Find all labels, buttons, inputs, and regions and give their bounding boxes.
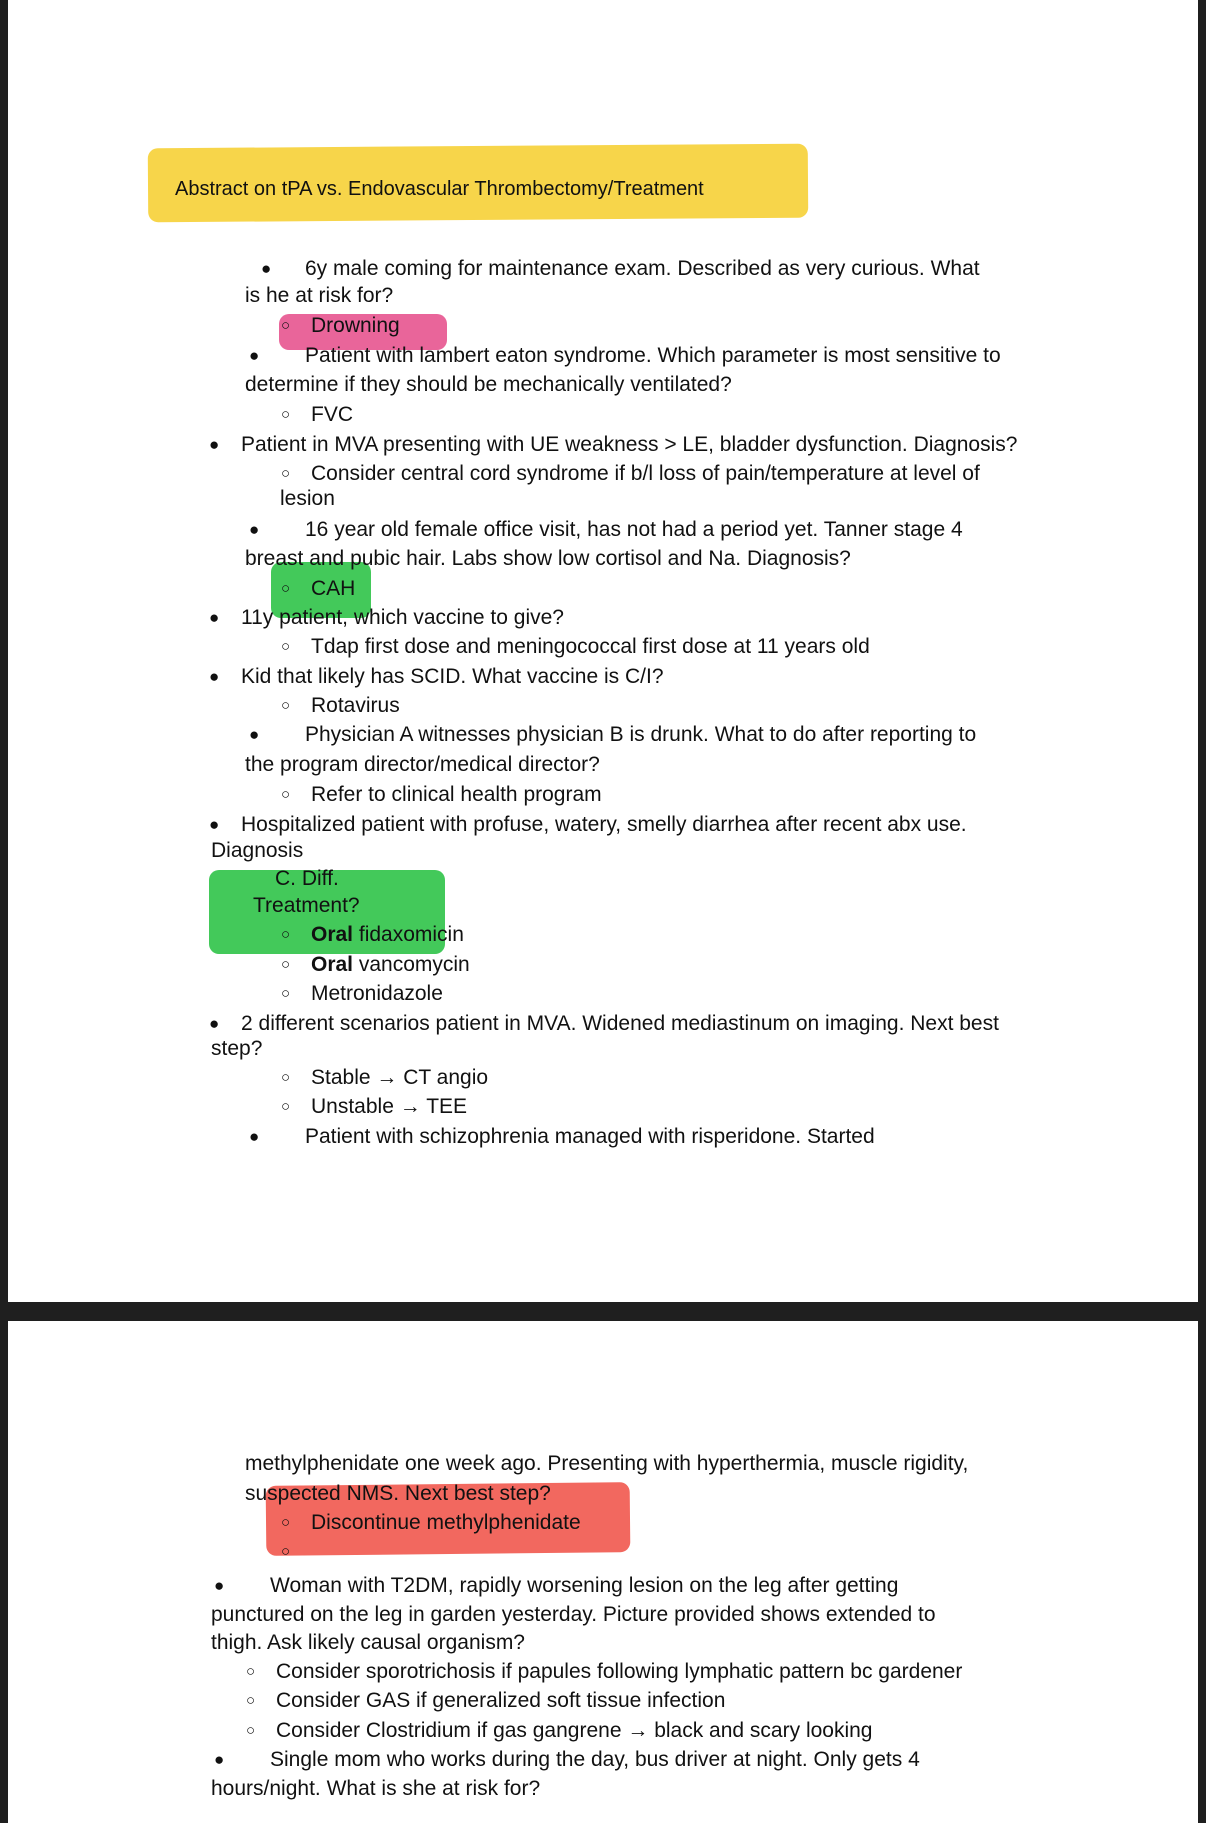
answer-9b	[311, 1094, 467, 1120]
bullet: ●	[209, 667, 220, 686]
sub-bullet: ○	[281, 1069, 291, 1086]
question-8-cont: Diagnosis	[211, 839, 304, 862]
bullet: ●	[209, 608, 220, 627]
sub-bullet-empty: ○	[281, 1543, 291, 1560]
answer-8-cont: Treatment?	[253, 894, 360, 917]
sub-bullet: ○	[246, 1692, 256, 1709]
bullet: ●	[249, 346, 260, 365]
sub-bullet: ○	[281, 1098, 291, 1115]
sub-bullet: ○	[281, 465, 291, 482]
answer-4: CAH	[311, 577, 356, 600]
sub-bullet: ○	[281, 786, 291, 803]
answer-11a: Consider sporotrichosis if papules following lymphatic pattern bc gardener	[276, 1660, 963, 1683]
answer-7: Refer to clinical health program	[311, 783, 602, 806]
question-6: Kid that likely has SCID. What vaccine is C/I?	[241, 665, 664, 688]
question-9-cont: step?	[211, 1037, 263, 1060]
treatment-1	[311, 922, 464, 948]
question-10-cont: methylphenidate one week ago. Presenting with hyperthermia, muscle rigidity,	[245, 1452, 969, 1475]
arrow: →	[399, 1095, 421, 1118]
answer-11c-right: black and scary looking	[654, 1719, 873, 1742]
treatment-3: Metronidazole	[311, 982, 443, 1005]
arrow: →	[376, 1066, 398, 1089]
question-8: Hospitalized patient with profuse, watery, smelly diarrhea after recent abx use.	[241, 813, 967, 836]
answer-3: Consider central cord syndrome if b/l loss of pain/temperature at level of	[311, 462, 980, 485]
answer-9a	[311, 1065, 488, 1091]
sub-bullet: ○	[281, 406, 291, 423]
answer-11b: Consider GAS if generalized soft tissue infection	[276, 1689, 726, 1712]
sub-bullet: ○	[281, 697, 291, 714]
bullet: ●	[249, 725, 260, 744]
treatment-1-rest: fidaxomicin	[353, 923, 464, 946]
answer-9b-left: Unstable	[311, 1095, 394, 1118]
question-11-cont-2: thigh. Ask likely causal organism?	[211, 1631, 525, 1654]
page-2	[8, 1321, 1198, 1823]
doc-title: Abstract on tPA vs. Endovascular Thrombectomy/Treatment	[175, 178, 704, 200]
treatment-2	[311, 952, 470, 978]
sub-bullet: ○	[246, 1722, 256, 1739]
answer-9b-right: TEE	[426, 1095, 468, 1118]
sub-bullet: ○	[281, 638, 291, 655]
question-1-cont: is he at risk for?	[245, 284, 394, 307]
bullet: ●	[214, 1576, 225, 1595]
bullet: ●	[209, 435, 220, 454]
answer-11c-left: Consider Clostridium if gas gangrene	[276, 1719, 622, 1742]
question-4-cont: breast and pubic hair. Labs show low cortisol and Na. Diagnosis?	[245, 547, 851, 570]
bullet: ●	[209, 1014, 220, 1033]
bullet: ●	[261, 259, 272, 278]
question-12: Single mom who works during the day, bus driver at night. Only gets 4	[270, 1748, 920, 1771]
question-7-cont: the program director/medical director?	[245, 753, 600, 776]
question-1: 6y male coming for maintenance exam. Described as very curious. What	[305, 257, 980, 280]
answer-9a-left: Stable	[311, 1066, 371, 1089]
treatment-2-bold: Oral	[311, 953, 354, 976]
answer-11c	[276, 1718, 873, 1744]
sub-bullet: ○	[281, 317, 291, 334]
bullet: ●	[249, 520, 260, 539]
sub-bullet: ○	[281, 985, 291, 1002]
answer-1: Drowning	[311, 314, 400, 337]
question-9: 2 different scenarios patient in MVA. Widened mediastinum on imaging. Next best	[241, 1012, 999, 1035]
bullet: ●	[214, 1750, 225, 1769]
bullet: ●	[209, 815, 220, 834]
answer-5: Tdap first dose and meningococcal first dose at 11 years old	[311, 635, 870, 658]
answer-6: Rotavirus	[311, 694, 400, 717]
arrow: →	[627, 1719, 649, 1742]
answer-9a-right: CT angio	[403, 1066, 489, 1089]
treatment-1-bold: Oral	[311, 923, 354, 946]
sub-bullet: ○	[281, 956, 291, 973]
question-12-cont: hours/night. What is she at risk for?	[211, 1777, 541, 1800]
sub-bullet: ○	[281, 926, 291, 943]
question-10: Patient with schizophrenia managed with risperidone. Started	[305, 1125, 875, 1148]
question-4: 16 year old female office visit, has not had a period yet. Tanner stage 4	[305, 518, 963, 541]
answer-3-cont: lesion	[280, 487, 335, 510]
bullet: ●	[249, 1127, 260, 1146]
question-11-cont: punctured on the leg in garden yesterday. Picture provided shows extended to	[211, 1603, 936, 1626]
question-3: Patient in MVA presenting with UE weakness > LE, bladder dysfunction. Diagnosis?	[241, 433, 1018, 456]
answer-10: Discontinue methylphenidate	[311, 1511, 581, 1534]
sub-bullet: ○	[246, 1663, 256, 1680]
sub-bullet: ○	[281, 580, 291, 597]
answer-2: FVC	[311, 403, 353, 426]
question-11: Woman with T2DM, rapidly worsening lesion on the leg after getting	[270, 1574, 899, 1597]
page-1	[8, 0, 1198, 1302]
question-5: 11y patient, which vaccine to give?	[241, 606, 564, 629]
answer-8: C. Diff.	[275, 867, 339, 890]
treatment-2-rest: vancomycin	[353, 953, 470, 976]
question-7: Physician A witnesses physician B is drunk. What to do after reporting to	[305, 723, 977, 746]
sub-bullet: ○	[281, 1514, 291, 1531]
question-10-cont-2: suspected NMS. Next best step?	[245, 1482, 551, 1505]
question-2-cont: determine if they should be mechanically ventilated?	[245, 373, 732, 396]
question-2: Patient with lambert eaton syndrome. Which parameter is most sensitive to	[305, 344, 1001, 367]
